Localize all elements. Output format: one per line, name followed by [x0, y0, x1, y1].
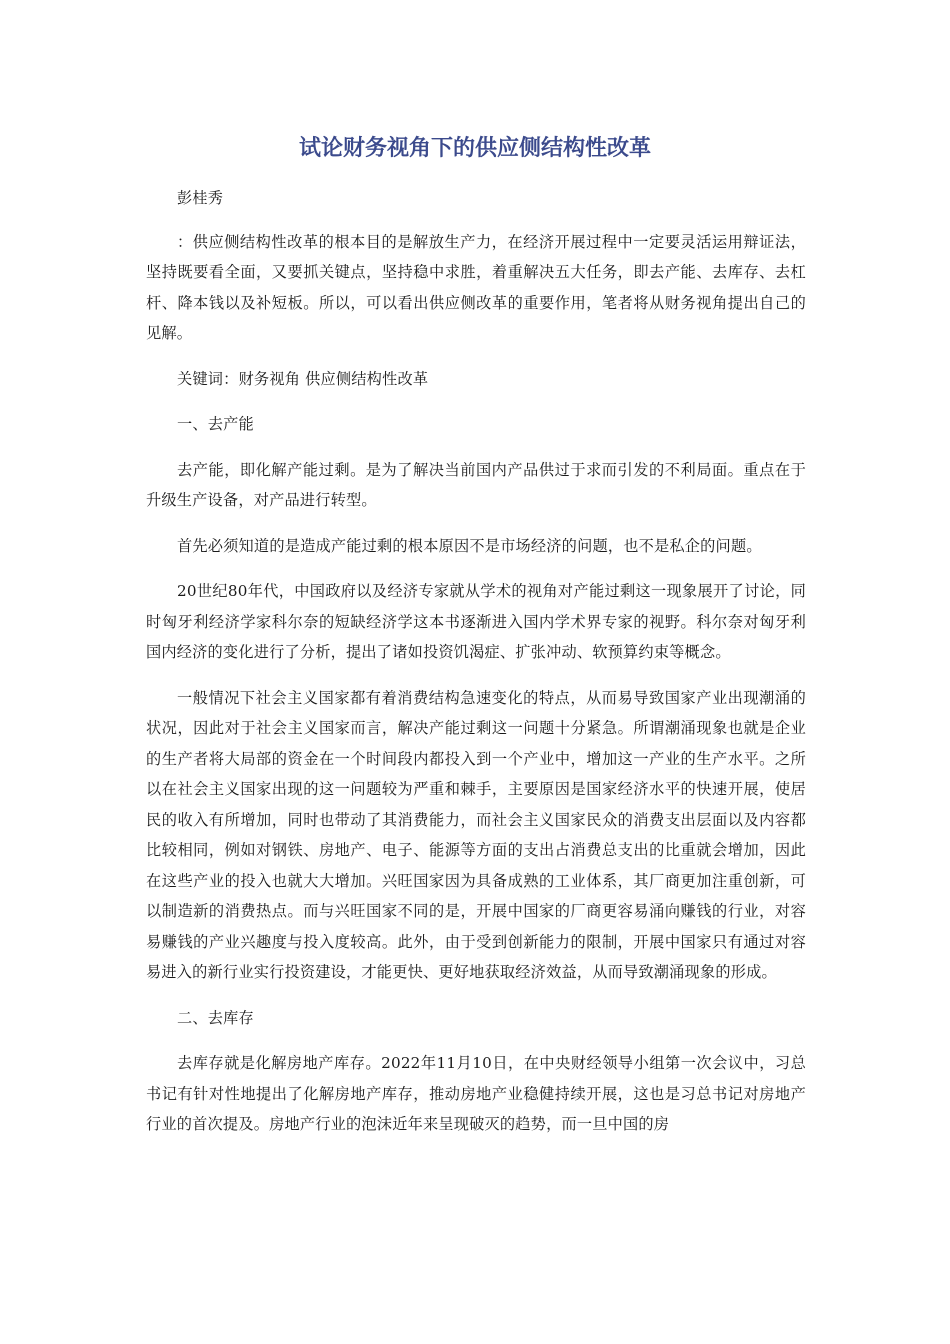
body-paragraph: 首先必须知道的是造成产能过剩的根本原因不是市场经济的问题，也不是私企的问题。 [177, 536, 762, 555]
body-paragraph: 20世纪80年代，中国政府以及经济专家就从学术的视角对产能过剩这一现象展开了讨论，同时匈牙利经济学家科尔奈的短缺经济学这本书逐渐进入国内学术界专家的视野。科尔奈对匈牙利国内经济的变化进行了分析，提出了诸如投资饥渴症、扩张冲动、软预算约束等概念。 [146, 582, 806, 661]
section-heading-2: 二、去库存 [177, 1008, 254, 1027]
section-heading-1: 一、去产能 [177, 415, 254, 433]
keywords-line: 关键词：财务视角 供应侧结构性改革 [177, 369, 429, 388]
body-paragraph: 去产能，即化解产能过剩。是为了解决当前国内产品供过于求而引发的不利局面。重点在于升级生产设备，对产品进行转型。 [146, 460, 806, 509]
body-paragraph: 去库存就是化解房地产库存。2022年11月10日，在中央财经领导小组第一次会议中，习总书记有针对性地提出了化解房地产库存，推动房地产业稳健持续开展，这也是习总书记对房地产行业的首次提及。房地产行业的泡沫近年来呈现破灭的趋势，而一旦中国的房 [146, 1054, 806, 1133]
author-name: 彭桂秀 [177, 189, 224, 207]
document-body [146, 183, 806, 1140]
document-title: 试论财务视角下的供应侧结构性改革 [298, 136, 651, 161]
abstract-paragraph: ：供应侧结构性改革的根本目的是解放生产力，在经济开展过程中一定要灵活运用辩证法，坚持既要看全面，又要抓关键点，坚持稳中求胜，着重解决五大任务，即去产能、去库存、去杠杆、降本钱以及补短板。所以，可以看出供应侧改革的重要作用，笔者将从财务视角提出自己的见解。 [146, 232, 806, 342]
body-paragraph: 一般情况下社会主义国家都有着消费结构急速变化的特点，从而易导致国家产业出现潮涌的状况，因此对于社会主义国家而言，解决产能过剩这一问题十分紧急。所谓潮涌现象也就是企业的生产者将大局部的资金在一个时间段内都投入到一个产业中，增加这一产业的生产水平。之所以在社会主义国家出现的这一问题较为严重和棘手，主要原因是国家经济水平的快速开展，使居民的收入有所增加，同时也带动了其消费能力，而社会主义国家民众的消费支出层面以及内容都比较相同，例如对钢铁、房地产、电子、能源等方面的支出占消费总支出的比重就会增加，因此在这些产业的投入也就大大增加。兴旺国家因为具备成熟的工业体系，其厂商更加注重创新，可以制造新的消费热点。而与兴旺国家不同的是，开展中国家的厂商更容易涌向赚钱的行业，对容易赚钱的产业兴趣度与投入度较高。此外，由于受到创新能力的限制，开展中国家只有通过对容易进入的新行业实行投资建设，才能更快、更好地获取经济效益，从而导致潮涌现象的形成。 [146, 688, 806, 981]
